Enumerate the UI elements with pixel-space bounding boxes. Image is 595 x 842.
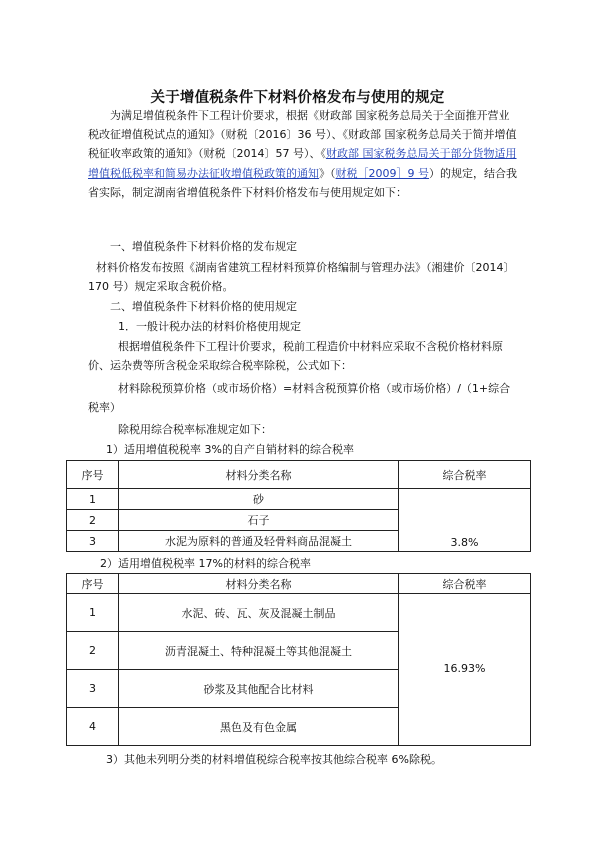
table-row: [67, 489, 531, 510]
row-name: 水泥、砖、瓦、灰及混凝土制品: [119, 594, 399, 632]
col-header-rate: 综合税率: [399, 574, 531, 594]
row-no: 1: [67, 489, 119, 510]
col-header-rate: 综合税率: [399, 461, 531, 489]
row-no: 2: [67, 632, 119, 670]
row-name: 黑色及有色金属: [119, 708, 399, 746]
row-name: 砂: [119, 489, 399, 510]
intro-text-1: 为满足增值税条件下工程计价要求，根据《财政部 国家税务总局关于全面推开营业税改征增值税试点的通知》（财税〔2016〕36 号）、《财政部 国家税务总局关于简并增值税征收率政策的通知》（财税〔2014〕57 号）、《: [88, 109, 517, 161]
row-no: 4: [67, 708, 119, 746]
row-name: 砂浆及其他配合比材料: [119, 670, 399, 708]
combined-rate-cell: [399, 489, 531, 552]
col-header-name: 材料分类名称: [119, 574, 399, 594]
rate-intro: 除税用综合税率标准规定如下：: [118, 423, 272, 436]
section2-heading: 二、增值税条件下材料价格的使用规定: [110, 300, 297, 313]
policy-link-1[interactable]: 财政部 国家税务总局关于部分货物适用增值税低税率和简易办法征收增值税政策的通知: [88, 147, 517, 180]
row-name: 沥青混凝土、特种混凝土等其他混凝土: [119, 632, 399, 670]
row-name: 石子: [119, 510, 399, 531]
table-header-row: [67, 574, 531, 594]
rate-table-3pct: [66, 460, 531, 552]
table-header-row: [67, 461, 531, 489]
table-row: [67, 594, 531, 632]
row-name: 水泥为原料的普通及轻骨料商品混凝土: [119, 531, 399, 552]
intro-text-2: 》（: [319, 166, 336, 180]
table1-caption: 1）适用增值税税率 3%的自产自销材料的综合税率: [106, 443, 354, 456]
tax-formula: 材料除税预算价格（或市场价格）=材料含税预算价格（或市场价格）/（1+综合税率）: [88, 382, 511, 415]
footer-note: 3）其他未列明分类的材料增值税综合税率按其他综合税率 6%除税。: [106, 753, 442, 766]
document-title: 关于增值税条件下材料价格发布与使用的规定: [150, 90, 445, 106]
combined-rate-value: 16.93%: [443, 662, 486, 675]
combined-rate-cell: [399, 594, 531, 746]
intro-paragraph: [88, 106, 518, 202]
row-no: 3: [67, 670, 119, 708]
col-header-no: 序号: [67, 574, 119, 594]
section2-text: 根据增值税条件下工程计价要求，税前工程造价中材料应采取不含税价格材料原价、运杂费等所含税金采取综合税率除税，公式如下：: [88, 340, 503, 373]
intro-text-3: ）的规定，结合我省实际，制定湖南省增值税条件下材料价格发布与使用规定如下：: [88, 166, 517, 199]
section1-heading: 一、增值税条件下材料价格的发布规定: [110, 240, 297, 253]
policy-link-2[interactable]: 财税［2009］9 号: [335, 166, 429, 180]
rate-table-17pct: [66, 573, 531, 746]
col-header-no: 序号: [67, 461, 119, 489]
combined-rate-value: 3.8%: [450, 536, 479, 549]
row-no: 3: [67, 531, 119, 552]
row-no: 2: [67, 510, 119, 531]
section2-subheading: 1．一般计税办法的材料价格使用规定: [118, 320, 301, 333]
table2-caption: 2）适用增值税税率 17%的材料的综合税率: [100, 557, 311, 570]
section1-text: 材料价格发布按照《湖南省建筑工程材料预算价格编制与管理办法》（湘建价〔2014〕170 号）规定采取含税价格。: [88, 261, 515, 294]
col-header-name: 材料分类名称: [119, 461, 399, 489]
row-no: 1: [67, 594, 119, 632]
